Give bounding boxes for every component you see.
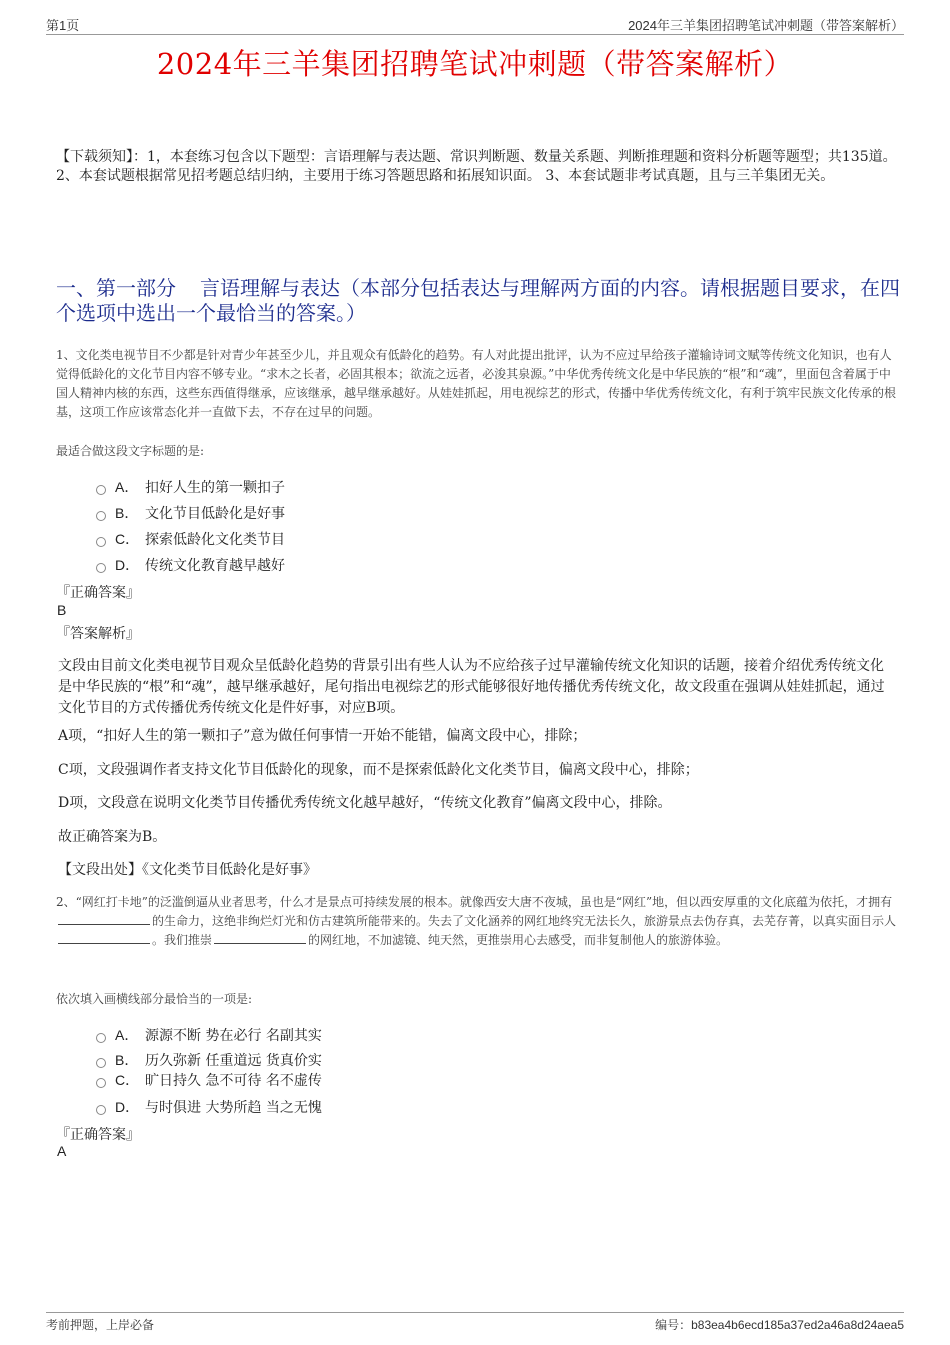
option-text: 与时俱进 大势所趋 当之无愧 xyxy=(145,1100,322,1116)
question-1-prompt: 最适合做这段文字标题的是: xyxy=(56,444,205,458)
q1-analysis-label: 『答案解析』 xyxy=(56,626,140,642)
option-text: 历久弥新 任重道远 货真价实 xyxy=(145,1053,322,1069)
option-letter: D． xyxy=(115,557,140,573)
download-notice: 【下载须知】：1，本套练习包含以下题型：言语理解与表达题、常识判断题、数量关系题、判断推理题和资料分析题等题型；共135道。 2、本套试题根据常见招考题总结归纳，主要用于练习答题思路和拓展知识面。 3、本套试题非考试真题，且与三羊集团无关。 xyxy=(56,149,897,184)
q2-text-part: 的网红地，不加滤镜、纯天然，更推崇用心去感受，而非复制他人的旅游体验。 xyxy=(308,933,729,947)
q2-answer-label: 『正确答案』 xyxy=(56,1127,140,1143)
option-letter: C． xyxy=(115,531,140,547)
q1-source: 【文段出处】《文化类节目低龄化是好事》 xyxy=(58,862,317,878)
q2-option-b[interactable] xyxy=(96,1050,322,1072)
q1-analysis-option-a: A项，“扣好人生的第一颗扣子”意为做任何事情一开始不能错，偏离文段中心，排除； xyxy=(58,728,587,744)
q2-answer-value: A xyxy=(57,1143,67,1159)
option-letter: B． xyxy=(115,1052,139,1068)
option-letter: D． xyxy=(115,1099,140,1115)
radio-icon[interactable] xyxy=(96,1078,106,1088)
option-text: 传统文化教育越早越好 xyxy=(145,558,285,574)
section-number: 一、第一部分 xyxy=(56,276,176,300)
radio-icon[interactable] xyxy=(96,537,106,547)
radio-icon[interactable] xyxy=(96,1058,106,1068)
q2-option-a[interactable] xyxy=(96,1025,322,1047)
q1-analysis-option-c: C项，文段强调作者支持文化节目低龄化的现象，而不是探索低龄化文化类节目，偏离文段中心，排除； xyxy=(58,762,699,778)
radio-icon[interactable] xyxy=(96,1105,106,1115)
header-doc-title: 2024年三羊集团招聘笔试冲刺题（带答案解析） xyxy=(628,18,904,33)
fill-blank-1 xyxy=(58,912,150,925)
fill-blank-2 xyxy=(58,931,150,944)
page-footer xyxy=(46,1312,904,1331)
footer-slogan: 考前押题，上岸必备 xyxy=(46,1318,155,1332)
option-text: 旷日持久 急不可待 名不虚传 xyxy=(145,1073,322,1089)
q2-text-part: 的生命力，这绝非绚烂灯光和仿古建筑所能带来的。失去了文化涵养的网红地终究无法长久，旅游景点去伪存真，去芜存菁，以真实面目示人 xyxy=(152,914,897,928)
option-text: 源源不断 势在必行 名副其实 xyxy=(145,1028,322,1044)
q1-option-b[interactable] xyxy=(96,503,285,525)
q1-answer-value: B xyxy=(57,602,67,618)
option-letter: A． xyxy=(115,1027,139,1043)
page-header xyxy=(46,14,904,35)
option-letter: B． xyxy=(115,505,139,521)
section-heading xyxy=(56,276,906,326)
option-letter: C． xyxy=(115,1072,140,1088)
q2-text-part: 。我们推崇 xyxy=(152,933,213,947)
question-2-text xyxy=(56,893,898,950)
q1-analysis-paragraph: 文段由目前文化类电视节目观众呈低龄化趋势的背景引出有些人认为不应给孩子过早灌输传统文化知识的话题，接着介绍优秀传统文化是中华民族的“根”和“魂”，越早继承越好，尾句指出电视综艺的形式能够很好地传播优秀传统文化，故文段重在强调从娃娃抓起，通过文化节目的方式传播优秀传统文化是件好事，对应B项。 xyxy=(58,658,885,716)
radio-icon[interactable] xyxy=(96,511,106,521)
option-text: 文化节目低龄化是好事 xyxy=(145,506,285,522)
option-text: 探索低龄化文化类节目 xyxy=(145,532,285,548)
q2-text-part: 2、“网红打卡地”的泛滥倒逼从业者思考，什么才是景点可持续发展的根本。就像西安大唐不夜城，虽也是“网红”地，但以西安厚重的文化底蕴为依托，才拥有 xyxy=(56,895,893,909)
q1-option-c[interactable] xyxy=(96,529,285,551)
fill-blank-3 xyxy=(214,931,306,944)
section-description: 言语理解与表达（本部分包括表达与理解两方面的内容。请根据题目要求，在四个选项中选出一个最恰当的答案。） xyxy=(56,276,900,325)
footer-code xyxy=(655,1316,904,1333)
q2-option-c[interactable] xyxy=(96,1070,322,1092)
q1-answer-label: 『正确答案』 xyxy=(56,585,140,601)
q2-option-d[interactable] xyxy=(96,1097,322,1119)
option-text: 扣好人生的第一颗扣子 xyxy=(145,480,285,496)
q1-option-d[interactable] xyxy=(96,555,285,577)
q1-option-a[interactable] xyxy=(96,477,285,499)
footer-code-label: 编号： xyxy=(655,1318,692,1332)
radio-icon[interactable] xyxy=(96,485,106,495)
radio-icon[interactable] xyxy=(96,563,106,573)
q1-analysis-conclusion: 故正确答案为B。 xyxy=(58,829,167,845)
question-1-text: 1、文化类电视节目不少都是针对青少年甚至少儿，并且观众有低龄化的趋势。有人对此提出批评，认为不应过早给孩子灌输诗词文赋等传统文化知识，也有人觉得低龄化的文化节目内容不够专业。“求木之长者，必固其根本；欲流之远者，必浚其泉源。”中华优秀传统文化是中华民族的“根”和“魂”，里面包含着属于中国人精神内核的东西，这些东西值得继承，应该继承，越早继承越好。从娃娃抓起，用电视综艺的形式，传播中华优秀传统文化，有利于筑牢民族文化传承的根基，这项工作应该常态化并一直做下去，不存在过早的问题。 xyxy=(56,348,897,419)
question-2-prompt: 依次填入画横线部分最恰当的一项是: xyxy=(56,992,253,1006)
document-title: 2024年三羊集团招聘笔试冲刺题（带答案解析） xyxy=(156,47,794,81)
radio-icon[interactable] xyxy=(96,1033,106,1043)
option-letter: A． xyxy=(115,479,139,495)
q1-analysis-option-d: D项，文段意在说明文化类节目传播优秀传统文化越早越好，“传统文化教育”偏离文段中心，排除。 xyxy=(58,795,672,811)
page-number: 第1页 xyxy=(46,18,80,33)
footer-code-value: b83ea4b6ecd185a37ed2a46a8d24aea5 xyxy=(691,1318,904,1332)
